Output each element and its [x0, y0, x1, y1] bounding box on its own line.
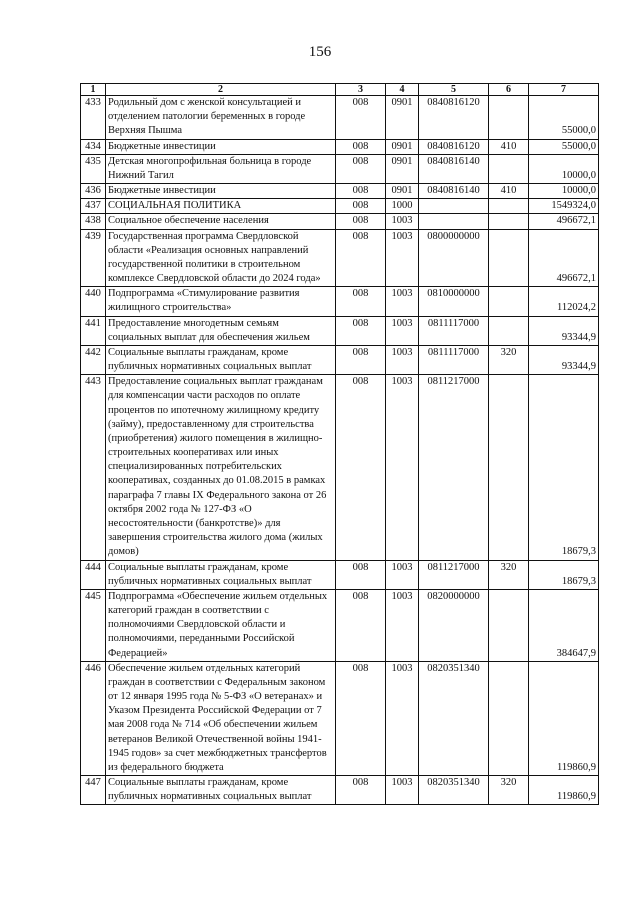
ministry-code: 008 — [336, 229, 386, 287]
table-row — [81, 139, 599, 154]
expense-type-code — [489, 214, 529, 229]
row-number: 433 — [81, 96, 106, 140]
row-description: Родильный дом с женской консультацией и отделением патологии беременных в городе Верхняя Пышма — [106, 96, 336, 140]
amount: 496672,1 — [529, 214, 599, 229]
target-article-code — [419, 199, 489, 214]
target-article-code: 0820000000 — [419, 589, 489, 661]
section-code: 0901 — [386, 139, 419, 154]
amount: 119860,9 — [529, 776, 599, 805]
table-row — [81, 345, 599, 374]
row-description: СОЦИАЛЬНАЯ ПОЛИТИКА — [106, 199, 336, 214]
section-code: 0901 — [386, 96, 419, 140]
ministry-code: 008 — [336, 375, 386, 560]
expense-type-code — [489, 229, 529, 287]
expense-type-code: 320 — [489, 776, 529, 805]
ministry-code: 008 — [336, 589, 386, 661]
page-number: 156 — [308, 44, 332, 60]
row-number: 443 — [81, 375, 106, 560]
target-article-code: 0840816140 — [419, 184, 489, 199]
target-article-code: 0840816120 — [419, 96, 489, 140]
row-number: 437 — [81, 199, 106, 214]
expense-type-code — [489, 316, 529, 345]
header-row — [81, 84, 599, 96]
row-description: Детская многопрофильная больница в городе Нижний Тагил — [106, 154, 336, 183]
column-header: 1 — [81, 84, 106, 96]
expense-type-code — [489, 199, 529, 214]
table-row — [81, 199, 599, 214]
target-article-code — [419, 214, 489, 229]
row-description: Социальное обеспечение населения — [106, 214, 336, 229]
row-number: 434 — [81, 139, 106, 154]
section-code: 1003 — [386, 661, 419, 775]
row-number: 447 — [81, 776, 106, 805]
table-row — [81, 776, 599, 805]
table-row — [81, 661, 599, 775]
ministry-code: 008 — [336, 345, 386, 374]
row-description: Бюджетные инвестиции — [106, 184, 336, 199]
target-article-code: 0840816140 — [419, 154, 489, 183]
table-row — [81, 154, 599, 183]
amount: 93344,9 — [529, 316, 599, 345]
section-code: 0901 — [386, 184, 419, 199]
ministry-code: 008 — [336, 139, 386, 154]
target-article-code: 0820351340 — [419, 776, 489, 805]
ministry-code: 008 — [336, 661, 386, 775]
row-number: 445 — [81, 589, 106, 661]
expense-type-code: 320 — [489, 560, 529, 589]
row-number: 446 — [81, 661, 106, 775]
expense-type-code — [489, 287, 529, 316]
target-article-code: 0810000000 — [419, 287, 489, 316]
amount: 10000,0 — [529, 154, 599, 183]
expense-type-code — [489, 589, 529, 661]
column-header: 5 — [419, 84, 489, 96]
row-description: Социальные выплаты гражданам, кроме публичных нормативных социальных выплат — [106, 345, 336, 374]
section-code: 1003 — [386, 589, 419, 661]
row-description: Социальные выплаты гражданам, кроме публичных нормативных социальных выплат — [106, 560, 336, 589]
row-description: Предоставление социальных выплат гражданам для компенсации части расходов по оплате процентов по ипотечному жилищному кредиту (займу), предоставленному для строительства (приобретения) жилого помещения в жилищно-строительных кооперативах или иных специализированных потребительских кооперативах, созданных до 01.08.2015 в рамках параграфа 7 главы IX Федерального закона от 26 октября 2002 года № 127-ФЗ «О несостоятельности (банкротстве)» для завершения строительства жилого дома (жилых домов) — [106, 375, 336, 560]
amount: 1549324,0 — [529, 199, 599, 214]
amount: 55000,0 — [529, 139, 599, 154]
table-row — [81, 229, 599, 287]
section-code: 1003 — [386, 776, 419, 805]
expense-type-code: 320 — [489, 345, 529, 374]
row-number: 440 — [81, 287, 106, 316]
amount: 496672,1 — [529, 229, 599, 287]
target-article-code: 0840816120 — [419, 139, 489, 154]
row-number: 444 — [81, 560, 106, 589]
target-article-code: 0800000000 — [419, 229, 489, 287]
target-article-code: 0811217000 — [419, 375, 489, 560]
table-row — [81, 96, 599, 140]
target-article-code: 0820351340 — [419, 661, 489, 775]
row-number: 441 — [81, 316, 106, 345]
row-description: Подпрограмма «Стимулирование развития жилищного строительства» — [106, 287, 336, 316]
row-number: 442 — [81, 345, 106, 374]
amount: 93344,9 — [529, 345, 599, 374]
expense-type-code — [489, 154, 529, 183]
column-header: 4 — [386, 84, 419, 96]
row-description: Подпрограмма «Обеспечение жильем отдельных категорий граждан в соответствии с полномочиями Свердловской области и полномочиями, переданными Российской Федерацией» — [106, 589, 336, 661]
amount: 18679,3 — [529, 560, 599, 589]
section-code: 0901 — [386, 154, 419, 183]
row-description: Государственная программа Свердловской области «Реализация основных направлений государственной политики в строительном комплексе Свердловской области до 2024 года» — [106, 229, 336, 287]
expense-type-code: 410 — [489, 139, 529, 154]
target-article-code: 0811117000 — [419, 316, 489, 345]
section-code: 1003 — [386, 316, 419, 345]
ministry-code: 008 — [336, 184, 386, 199]
section-code: 1000 — [386, 199, 419, 214]
amount: 384647,9 — [529, 589, 599, 661]
ministry-code: 008 — [336, 199, 386, 214]
ministry-code: 008 — [336, 154, 386, 183]
target-article-code: 0811217000 — [419, 560, 489, 589]
section-code: 1003 — [386, 287, 419, 316]
row-description: Бюджетные инвестиции — [106, 139, 336, 154]
row-description: Предоставление многодетным семьям социальных выплат для обеспечения жильем — [106, 316, 336, 345]
row-description: Обеспечение жильем отдельных категорий граждан в соответствии с Федеральным законом от 12 января 1995 года № 5-ФЗ «О ветеранах» и Указом Президента Российской Федерации от 7 мая 2008 года № 714 «Об обеспечении жильем ветеранов Великой Отечественной войны 1941-1945 годов» за счет межбюджетных трансфертов из федерального бюджета — [106, 661, 336, 775]
row-number: 439 — [81, 229, 106, 287]
expense-type-code: 410 — [489, 184, 529, 199]
column-header: 6 — [489, 84, 529, 96]
table-row — [81, 560, 599, 589]
table-row — [81, 184, 599, 199]
column-header: 2 — [106, 84, 336, 96]
amount: 10000,0 — [529, 184, 599, 199]
row-number: 435 — [81, 154, 106, 183]
table-row — [81, 214, 599, 229]
column-header: 3 — [336, 84, 386, 96]
amount: 18679,3 — [529, 375, 599, 560]
budget-table — [80, 83, 599, 805]
row-description: Социальные выплаты гражданам, кроме публичных нормативных социальных выплат — [106, 776, 336, 805]
ministry-code: 008 — [336, 214, 386, 229]
table-row — [81, 287, 599, 316]
target-article-code: 0811117000 — [419, 345, 489, 374]
section-code: 1003 — [386, 214, 419, 229]
ministry-code: 008 — [336, 287, 386, 316]
ministry-code: 008 — [336, 776, 386, 805]
column-header: 7 — [529, 84, 599, 96]
ministry-code: 008 — [336, 96, 386, 140]
amount: 112024,2 — [529, 287, 599, 316]
row-number: 436 — [81, 184, 106, 199]
amount: 55000,0 — [529, 96, 599, 140]
table-row — [81, 589, 599, 661]
ministry-code: 008 — [336, 560, 386, 589]
table-row — [81, 316, 599, 345]
section-code: 1003 — [386, 345, 419, 374]
expense-type-code — [489, 375, 529, 560]
table-row — [81, 375, 599, 560]
expense-type-code — [489, 96, 529, 140]
section-code: 1003 — [386, 375, 419, 560]
expense-type-code — [489, 661, 529, 775]
amount: 119860,9 — [529, 661, 599, 775]
ministry-code: 008 — [336, 316, 386, 345]
section-code: 1003 — [386, 560, 419, 589]
row-number: 438 — [81, 214, 106, 229]
section-code: 1003 — [386, 229, 419, 287]
